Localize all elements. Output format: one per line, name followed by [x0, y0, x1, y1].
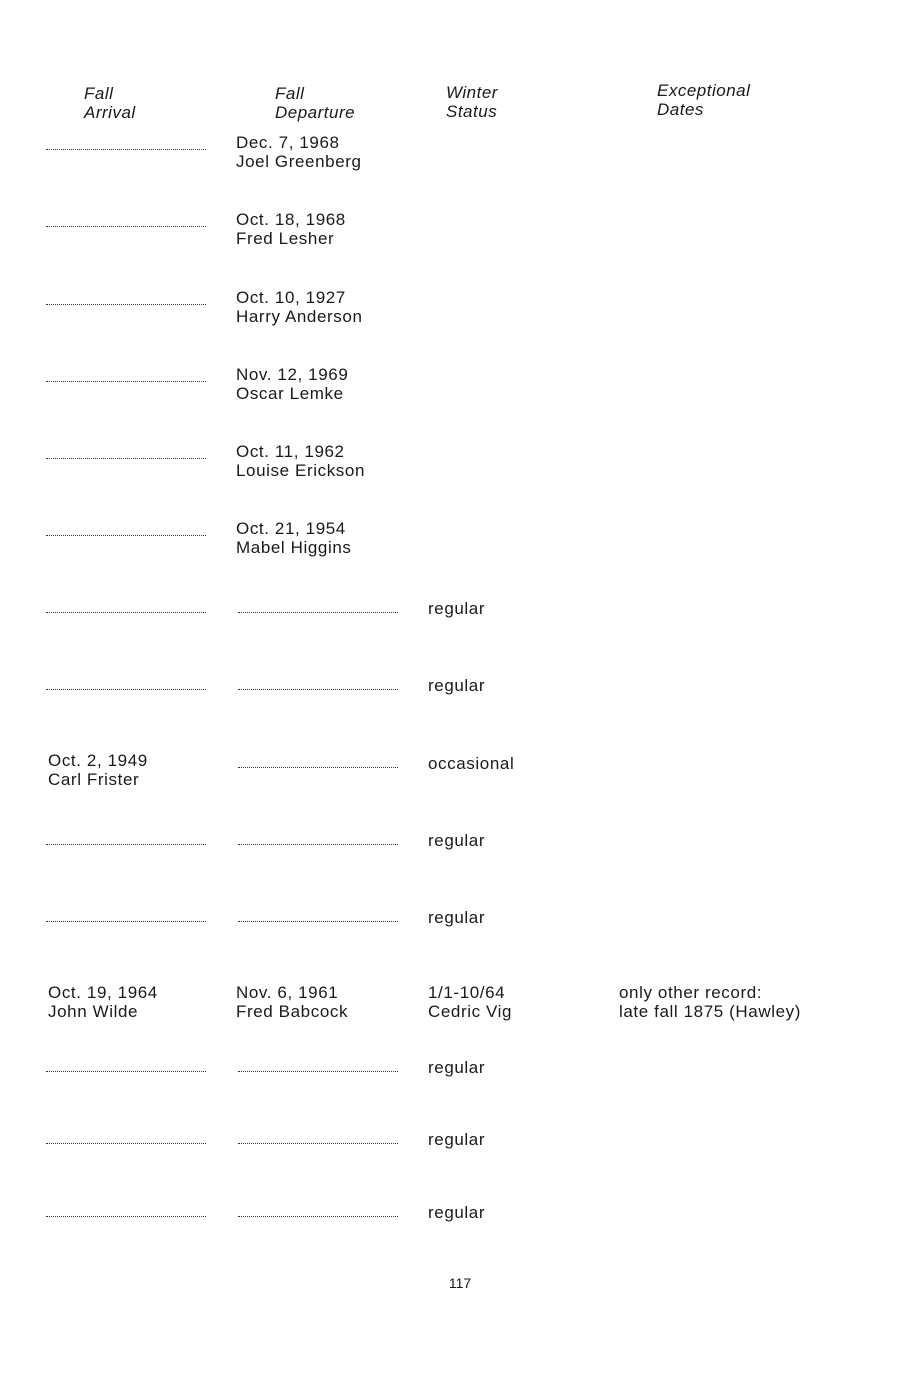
arrival-cell [48, 983, 158, 1021]
departure-line: Nov. 12, 1969 [236, 365, 349, 384]
winter-line: Cedric Vig [428, 1002, 513, 1021]
departure-line: Fred Lesher [236, 229, 335, 248]
table-row [0, 288, 900, 348]
page-number: 117 [448, 1275, 472, 1291]
arrival-dotted-leader [46, 458, 206, 459]
header-line: Exceptional [657, 81, 751, 100]
header-line: Fall [84, 84, 114, 103]
arrival-dotted-leader [46, 1143, 206, 1144]
arrival-dotted-leader [46, 689, 206, 690]
header-winter-status [446, 83, 498, 121]
header-line: Departure [275, 103, 356, 122]
departure-cell [236, 365, 348, 403]
departure-line: Fred Babcock [236, 1002, 349, 1021]
departure-line: Mabel Higgins [236, 538, 352, 557]
winter-cell [428, 754, 514, 773]
table-row [0, 442, 900, 502]
table-row [0, 1055, 900, 1115]
table-row [0, 210, 900, 270]
departure-dotted-leader [238, 689, 398, 690]
departure-line: Harry Anderson [236, 307, 363, 326]
winter-cell [428, 676, 485, 695]
arrival-cell [48, 751, 148, 789]
winter-cell [428, 983, 512, 1021]
winter-line: regular [428, 1130, 486, 1149]
header-line: Winter [446, 83, 498, 102]
arrival-line: Oct. 19, 1964 [48, 983, 158, 1002]
header-exceptional-dates [657, 81, 750, 119]
table-row [0, 1200, 900, 1260]
departure-cell [236, 442, 365, 480]
header-line: Fall [275, 84, 305, 103]
departure-line: Oct. 18, 1968 [236, 210, 346, 229]
table-row [0, 519, 900, 579]
table-row [0, 365, 900, 425]
table-row [0, 133, 900, 193]
table-row [0, 751, 900, 811]
winter-line: regular [428, 831, 486, 850]
table-row [0, 905, 900, 965]
arrival-dotted-leader [46, 226, 206, 227]
table-row [0, 1127, 900, 1187]
table-row [0, 596, 900, 656]
exceptional-line: late fall 1875 (Hawley) [619, 1002, 801, 1021]
arrival-line: John Wilde [48, 1002, 139, 1021]
header-line: Status [446, 102, 498, 121]
departure-line: Dec. 7, 1968 [236, 133, 340, 152]
departure-cell [236, 983, 348, 1021]
arrival-dotted-leader [46, 612, 206, 613]
arrival-dotted-leader [46, 535, 206, 536]
departure-line: Oct. 21, 1954 [236, 519, 346, 538]
arrival-dotted-leader [46, 844, 206, 845]
table-row [0, 828, 900, 888]
winter-cell [428, 1058, 485, 1077]
departure-line: Nov. 6, 1961 [236, 983, 339, 1002]
departure-dotted-leader [238, 1071, 398, 1072]
arrival-line: Carl Frister [48, 770, 140, 789]
departure-cell [236, 519, 352, 557]
arrival-dotted-leader [46, 381, 206, 382]
header-fall-departure [275, 84, 355, 122]
winter-line: 1/1-10/64 [428, 983, 506, 1002]
winter-cell [428, 1203, 485, 1222]
departure-dotted-leader [238, 767, 398, 768]
departure-dotted-leader [238, 612, 398, 613]
arrival-dotted-leader [46, 921, 206, 922]
arrival-dotted-leader [46, 1071, 206, 1072]
winter-cell [428, 1130, 485, 1149]
departure-cell [236, 210, 346, 248]
arrival-dotted-leader [46, 304, 206, 305]
header-line: Arrival [84, 103, 136, 122]
header-fall-arrival [84, 84, 136, 122]
departure-line: Joel Greenberg [236, 152, 362, 171]
departure-line: Oct. 10, 1927 [236, 288, 346, 307]
exceptional-line: only other record: [619, 983, 763, 1002]
winter-line: regular [428, 908, 486, 927]
header-line: Dates [657, 100, 704, 119]
table-row [0, 673, 900, 733]
departure-dotted-leader [238, 1143, 398, 1144]
departure-dotted-leader [238, 921, 398, 922]
winter-line: regular [428, 676, 486, 695]
winter-line: regular [428, 599, 486, 618]
winter-line: regular [428, 1058, 486, 1077]
winter-cell [428, 599, 485, 618]
arrival-dotted-leader [46, 1216, 206, 1217]
arrival-line: Oct. 2, 1949 [48, 751, 148, 770]
winter-cell [428, 908, 485, 927]
table-row [0, 983, 900, 1043]
departure-dotted-leader [238, 844, 398, 845]
departure-dotted-leader [238, 1216, 398, 1217]
departure-line: Oct. 11, 1962 [236, 442, 345, 461]
winter-line: occasional [428, 754, 515, 773]
arrival-dotted-leader [46, 149, 206, 150]
exceptional-cell [619, 983, 801, 1021]
departure-cell [236, 133, 362, 171]
winter-line: regular [428, 1203, 486, 1222]
departure-line: Oscar Lemke [236, 384, 344, 403]
winter-cell [428, 831, 485, 850]
departure-line: Louise Erickson [236, 461, 366, 480]
departure-cell [236, 288, 363, 326]
